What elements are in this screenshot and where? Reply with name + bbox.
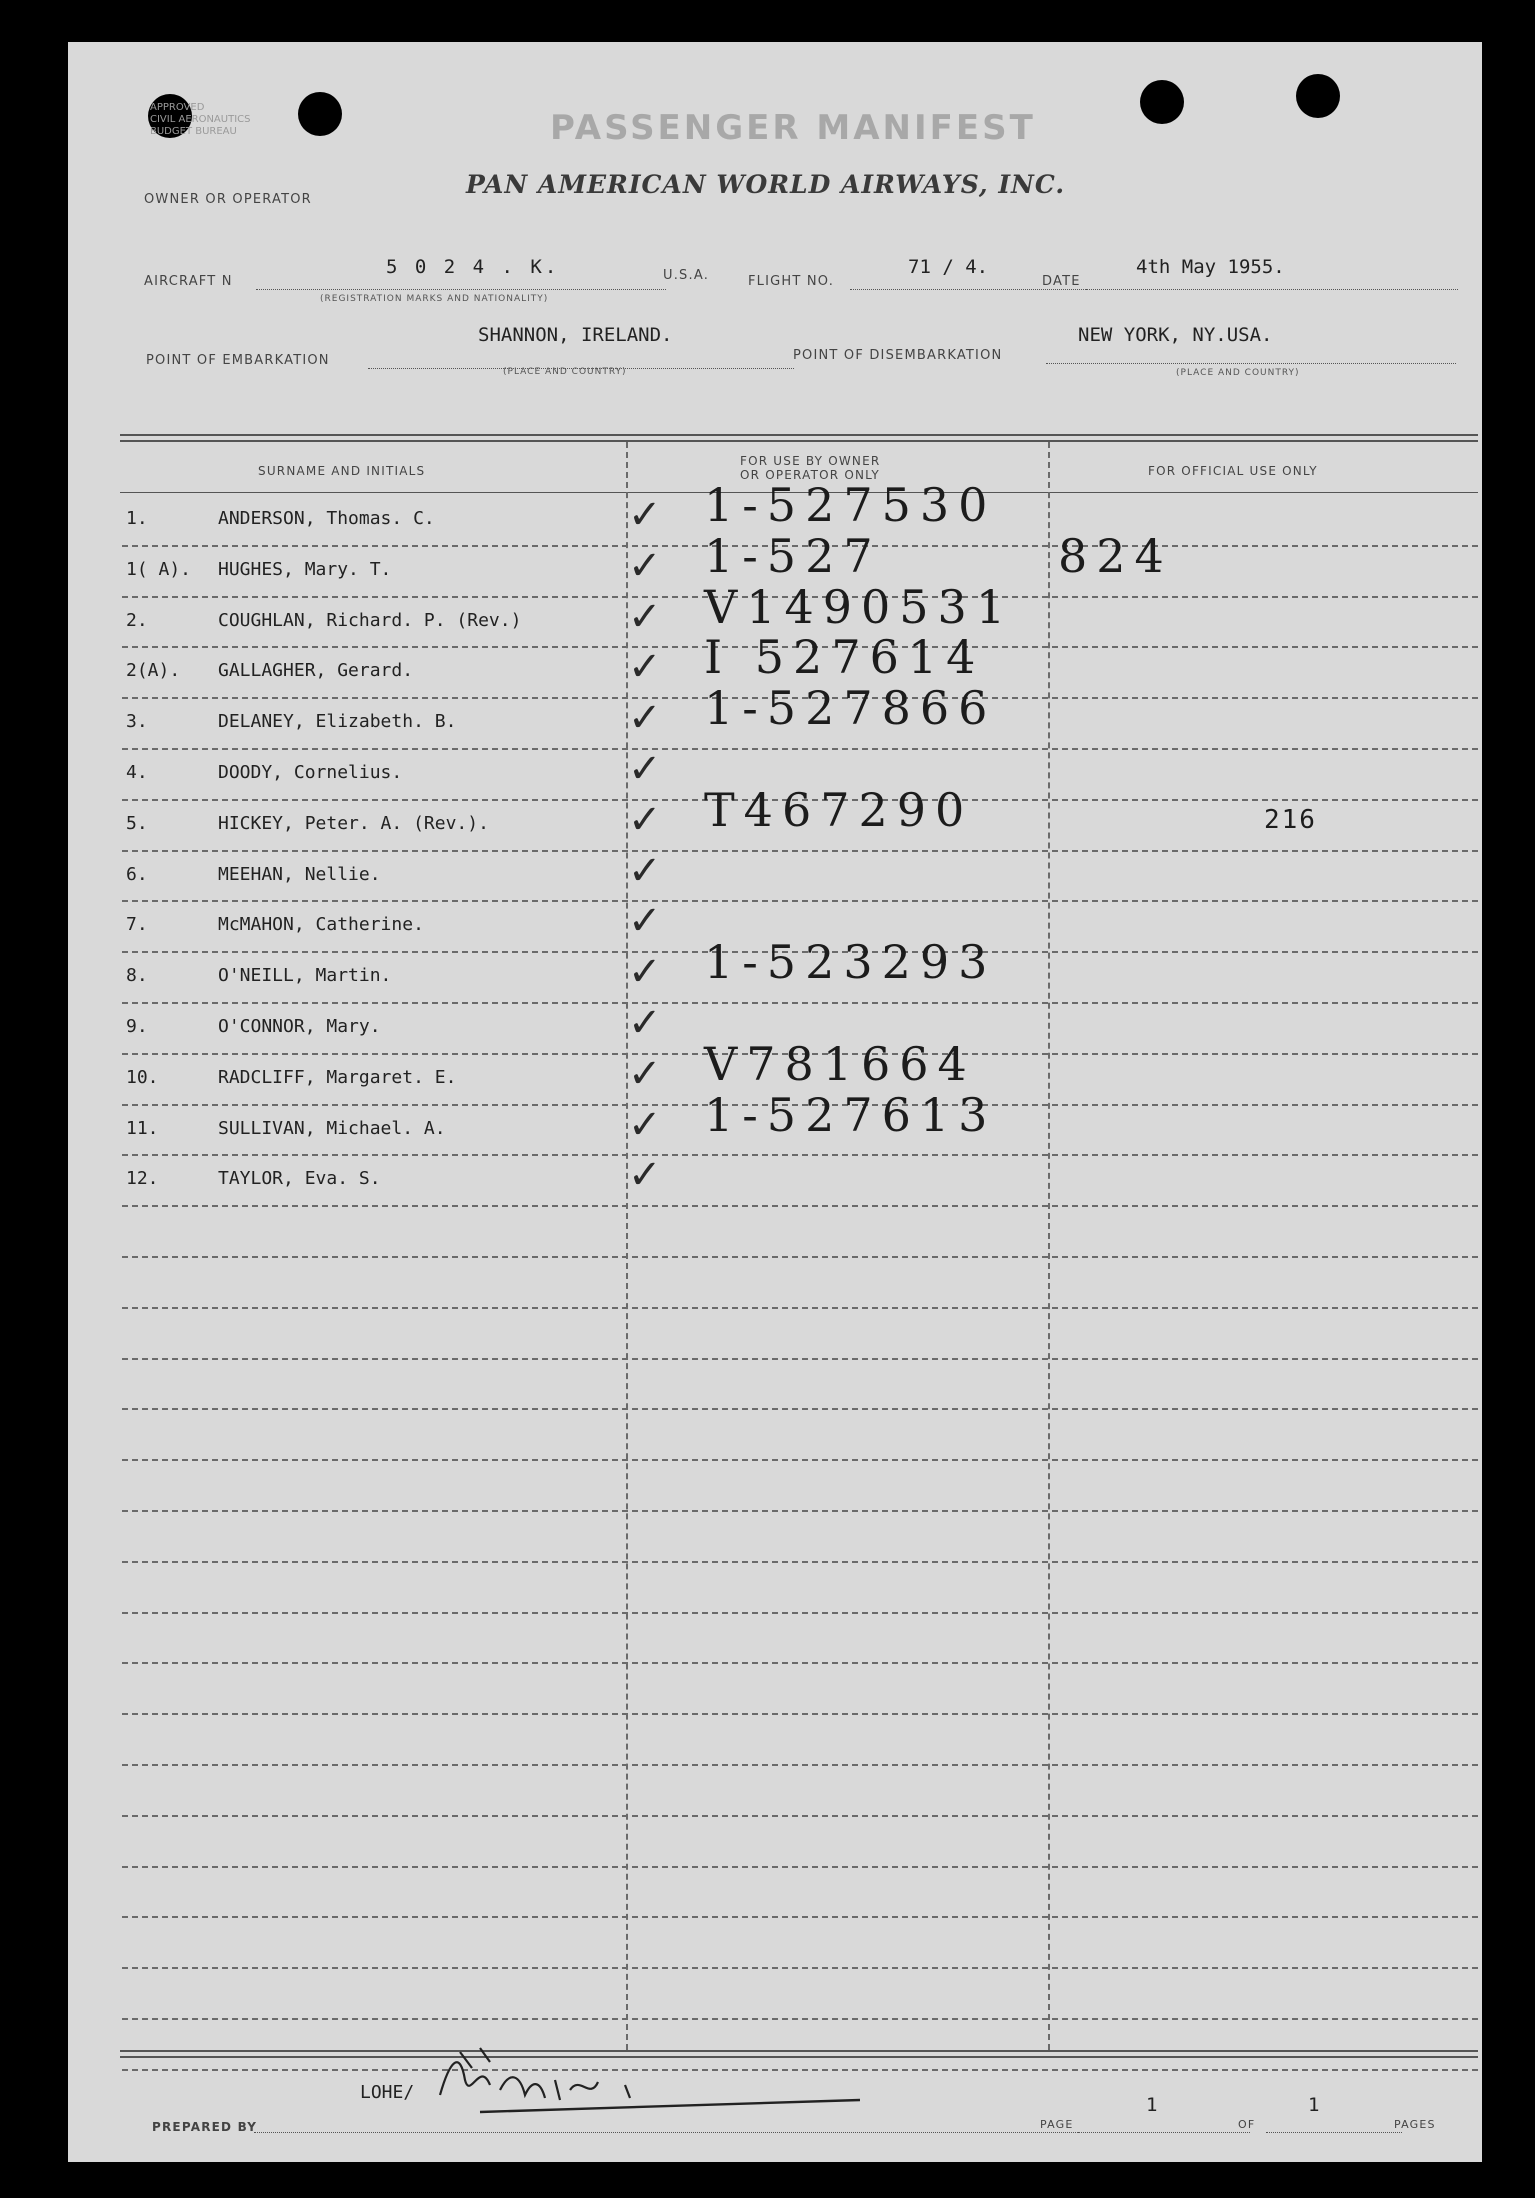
passenger-name: O'CONNOR, Mary. — [218, 1016, 381, 1037]
aircraft-label: AIRCRAFT N — [144, 274, 233, 289]
row-rule — [122, 1358, 1478, 1360]
check-mark-icon: ✓ — [628, 644, 662, 691]
check-mark-icon: ✓ — [628, 1000, 662, 1046]
row-number: 1. — [126, 508, 148, 529]
passenger-name: HICKEY, Peter. A. (Rev.). — [218, 812, 489, 834]
row-number: 3. — [126, 711, 148, 733]
row-number: 8. — [126, 965, 148, 987]
row-rule — [122, 1764, 1478, 1766]
row-number: 2(A). — [126, 660, 181, 682]
registration-note: (REGISTRATION MARKS AND NATIONALITY) — [320, 294, 549, 304]
page-underline — [1078, 2132, 1250, 2133]
row-rule — [122, 1967, 1478, 1969]
row-number: 1( A). — [126, 558, 192, 580]
col-names-header: SURNAME AND INITIALS — [258, 464, 426, 478]
row-rule — [122, 1612, 1478, 1614]
owner-use-value: 1-527530 — [704, 478, 997, 532]
date-label: DATE — [1042, 274, 1081, 289]
passenger-name: TAYLOR, Eva. S. — [218, 1168, 381, 1190]
embark-value: SHANNON, IRELAND. — [478, 324, 673, 346]
of-underline — [1266, 2132, 1402, 2133]
table-top-rule — [120, 434, 1478, 436]
passenger-name: HUGHES, Mary. T. — [218, 558, 392, 580]
official-use-value: 824 — [1058, 528, 1173, 583]
owner-use-value: 1-527 — [704, 528, 882, 583]
row-rule — [122, 900, 1478, 902]
row-rule — [122, 1256, 1478, 1258]
embark-label: POINT OF EMBARKATION — [146, 353, 330, 368]
flight-value: 71 / 4. — [908, 256, 989, 278]
passenger-name: ANDERSON, Thomas. C. — [218, 508, 435, 529]
page-label: PAGE — [1040, 2118, 1074, 2131]
disembark-note: (PLACE AND COUNTRY) — [1176, 368, 1300, 378]
passenger-name: O'NEILL, Martin. — [218, 965, 392, 987]
owner-use-value: V1490531 — [704, 579, 1015, 634]
row-rule — [122, 1408, 1478, 1410]
aircraft-underline — [256, 289, 666, 290]
row-rule — [122, 1205, 1478, 1207]
row-rule — [122, 1154, 1478, 1156]
passenger-name: DOODY, Cornelius. — [218, 762, 403, 783]
disembark-value: NEW YORK, NY.USA. — [1078, 324, 1273, 346]
row-rule — [122, 1713, 1478, 1715]
passenger-name: DELANEY, Elizabeth. B. — [218, 711, 457, 733]
owner-use-value: V781664 — [704, 1036, 976, 1091]
owner-name: PAN AMERICAN WORLD AIRWAYS, INC. — [466, 170, 1066, 199]
manifest-page — [68, 42, 1482, 2162]
owner-use-value: T467290 — [704, 782, 974, 837]
row-rule — [122, 1307, 1478, 1309]
punch-hole — [1296, 74, 1340, 118]
row-number: 2. — [126, 609, 148, 631]
of-number: 1 — [1308, 2094, 1320, 2116]
page-number: 1 — [1146, 2094, 1158, 2116]
check-mark-icon: ✓ — [628, 847, 662, 894]
date-value: 4th May 1955. — [1136, 256, 1285, 278]
stamp-line: BUDGET BUREAU — [150, 126, 237, 137]
check-mark-icon: ✓ — [628, 746, 662, 792]
row-rule — [122, 1916, 1478, 1918]
check-mark-icon: ✓ — [628, 542, 662, 589]
row-number: 4. — [126, 762, 148, 783]
row-rule — [122, 1510, 1478, 1512]
passenger-name: SULLIVAN, Michael. A. — [218, 1117, 446, 1139]
col-official-header: FOR OFFICIAL USE ONLY — [1148, 464, 1318, 478]
row-number: 10. — [126, 1066, 159, 1088]
row-number: 7. — [126, 914, 148, 936]
official-use-value: 216 — [1264, 804, 1317, 835]
signature — [420, 2040, 860, 2120]
embark-note: (PLACE AND COUNTRY) — [503, 367, 627, 377]
col-owner-header-2: OR OPERATOR ONLY — [740, 468, 880, 482]
check-mark-icon: ✓ — [628, 695, 662, 742]
passenger-name: MEEHAN, Nellie. — [218, 863, 381, 885]
flight-underline — [850, 289, 1102, 290]
row-rule — [122, 1561, 1478, 1563]
stamp-line: CIVIL AERONAUTICS — [150, 114, 251, 125]
passenger-name: McMAHON, Catherine. — [218, 914, 424, 936]
column-divider — [1048, 442, 1050, 2050]
table-top-rule — [120, 440, 1478, 442]
prepared-label: PREPARED BY — [152, 2120, 258, 2134]
disembark-label: POINT OF DISEMBARKATION — [793, 348, 1003, 363]
owner-use-value: 1-523293 — [704, 935, 997, 990]
form-title: PASSENGER MANIFEST — [550, 108, 1036, 148]
punch-hole — [1140, 80, 1184, 124]
row-number: 11. — [126, 1117, 159, 1139]
check-mark-icon: ✓ — [628, 492, 662, 538]
owner-label: OWNER OR OPERATOR — [144, 192, 312, 207]
row-rule — [122, 1002, 1478, 1004]
passenger-name: RADCLIFF, Margaret. E. — [218, 1066, 457, 1088]
col-owner-header-1: FOR USE BY OWNER — [740, 454, 881, 468]
row-number: 5. — [126, 812, 148, 834]
approval-stamp — [150, 102, 310, 138]
pages-label: PAGES — [1394, 2118, 1436, 2131]
row-rule — [122, 2018, 1478, 2020]
row-rule — [122, 850, 1478, 852]
aircraft-value: 5 0 2 4 . K. — [386, 256, 560, 278]
check-mark-icon: ✓ — [628, 593, 662, 640]
check-mark-icon: ✓ — [628, 1101, 662, 1148]
row-rule — [122, 1866, 1478, 1868]
passenger-name: GALLAGHER, Gerard. — [218, 660, 414, 682]
check-mark-icon: ✓ — [628, 796, 662, 843]
check-mark-icon: ✓ — [628, 1050, 662, 1097]
passenger-name: COUGHLAN, Richard. P. (Rev.) — [218, 609, 522, 631]
row-rule — [122, 1815, 1478, 1817]
prepared-prefix: LOHE/ — [360, 2082, 415, 2103]
stamp-line: APPROVED — [150, 102, 205, 113]
row-number: 6. — [126, 863, 148, 885]
date-underline — [1086, 289, 1458, 290]
row-number: 12. — [126, 1168, 159, 1190]
owner-use-value: I 527614 — [704, 630, 985, 685]
check-mark-icon: ✓ — [628, 949, 662, 996]
row-rule — [122, 1662, 1478, 1664]
disembark-underline — [1046, 363, 1456, 364]
check-mark-icon: ✓ — [628, 1152, 662, 1199]
row-rule — [122, 748, 1478, 750]
usa-label: U.S.A. — [663, 268, 710, 283]
of-label: OF — [1238, 2118, 1256, 2131]
flight-label: FLIGHT NO. — [748, 274, 835, 289]
prepared-underline — [254, 2132, 1078, 2133]
check-mark-icon: ✓ — [628, 898, 662, 945]
row-rule — [122, 1459, 1478, 1461]
row-number: 9. — [126, 1016, 148, 1037]
owner-use-value: 1-527866 — [704, 681, 997, 736]
owner-use-value: 1-527613 — [704, 1087, 997, 1142]
